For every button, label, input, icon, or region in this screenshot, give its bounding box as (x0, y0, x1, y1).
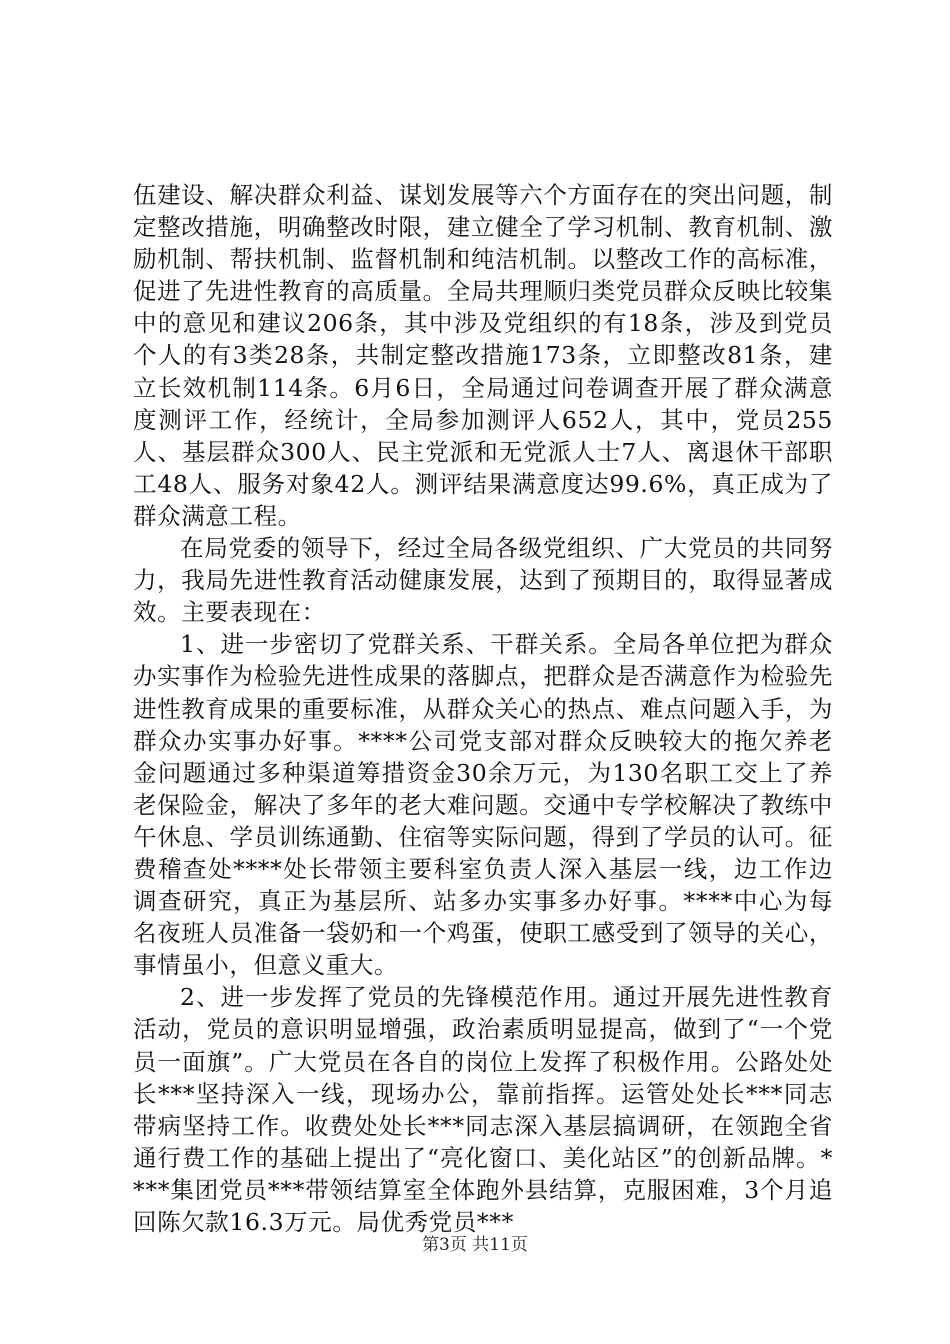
paragraph-point-2: 2、进一步发挥了党员的先锋模范作用。通过开展先进性教育活动，党员的意识明显增强，政治素质明显提高，做到了“一个党员一面旗”。广大党员在各自的岗位上发挥了积极作用。公路处处长***坚持深入一线，现场办公，靠前指挥。运管处处长***同志带病坚持工作。收费处处长***同志深入基层搞调研，在领跑全省通行费工作的基础上提出了“亮化窗口、美化站区”的创新品牌。****集团党员***带领结算室全体跑外县结算，克服困难，3个月追回陈欠款16.3万元。局优秀党员*** (133, 983, 833, 1236)
paragraph-continuation: 伍建设、解决群众利益、谋划发展等六个方面存在的突出问题，制定整改措施，明确整改时限，建立健全了学习机制、教育机制、激励机制、帮扶机制、监督机制和纯洁机制。以整改工作的高标准，促进了先进性教育的高质量。全局共理顺归类党员群众反映比较集中的意见和建议206条，其中涉及党组织的有18条，涉及到党员个人的有3类28条，共制定整改措施173条，立即整改81条，建立长效机制114条。6月6日，全局通过问卷调查开展了群众满意度测评工作，经统计，全局参加测评人652人，其中，党员255人、基层群众300人、民主党派和无党派人士7人、离退休干部职工48人、服务对象42人。测评结果满意度达99.6%，真正成为了群众满意工程。 (133, 181, 833, 530)
page-number-footer: 第3页 共11页 (422, 1235, 528, 1255)
paragraph-point-1: 1、进一步密切了党群关系、干群关系。全局各单位把为群众办实事作为检验先进性成果的落脚点，把群众是否满意作为检验先进性教育成果的重要标准，从群众关心的热点、难点问题入手，为群众办实事办好事。****公司党支部对群众反映较大的拖欠养老金问题通过多种渠道筹措资金30余万元，为130名职工交上了养老保险金，解决了多年的老大难问题。交通中专学校解决了教练中午休息、学员训练通勤、住宿等实际问题，得到了学员的认可。征费稽查处****处长带领主要科室负责人深入基层一线，边工作边调查研究，真正为基层所、站多办实事多办好事。****中心为每名夜班人员准备一袋奶和一个鸡蛋，使职工感受到了领导的关心，事情虽小，但意义重大。 (133, 630, 833, 980)
document-body (133, 179, 833, 1238)
paragraph-summary: 在局党委的领导下，经过全局各级党组织、广大党员的共同努力，我局先进性教育活动健康发展，达到了预期目的，取得显著成效。主要表现在： (133, 534, 833, 627)
